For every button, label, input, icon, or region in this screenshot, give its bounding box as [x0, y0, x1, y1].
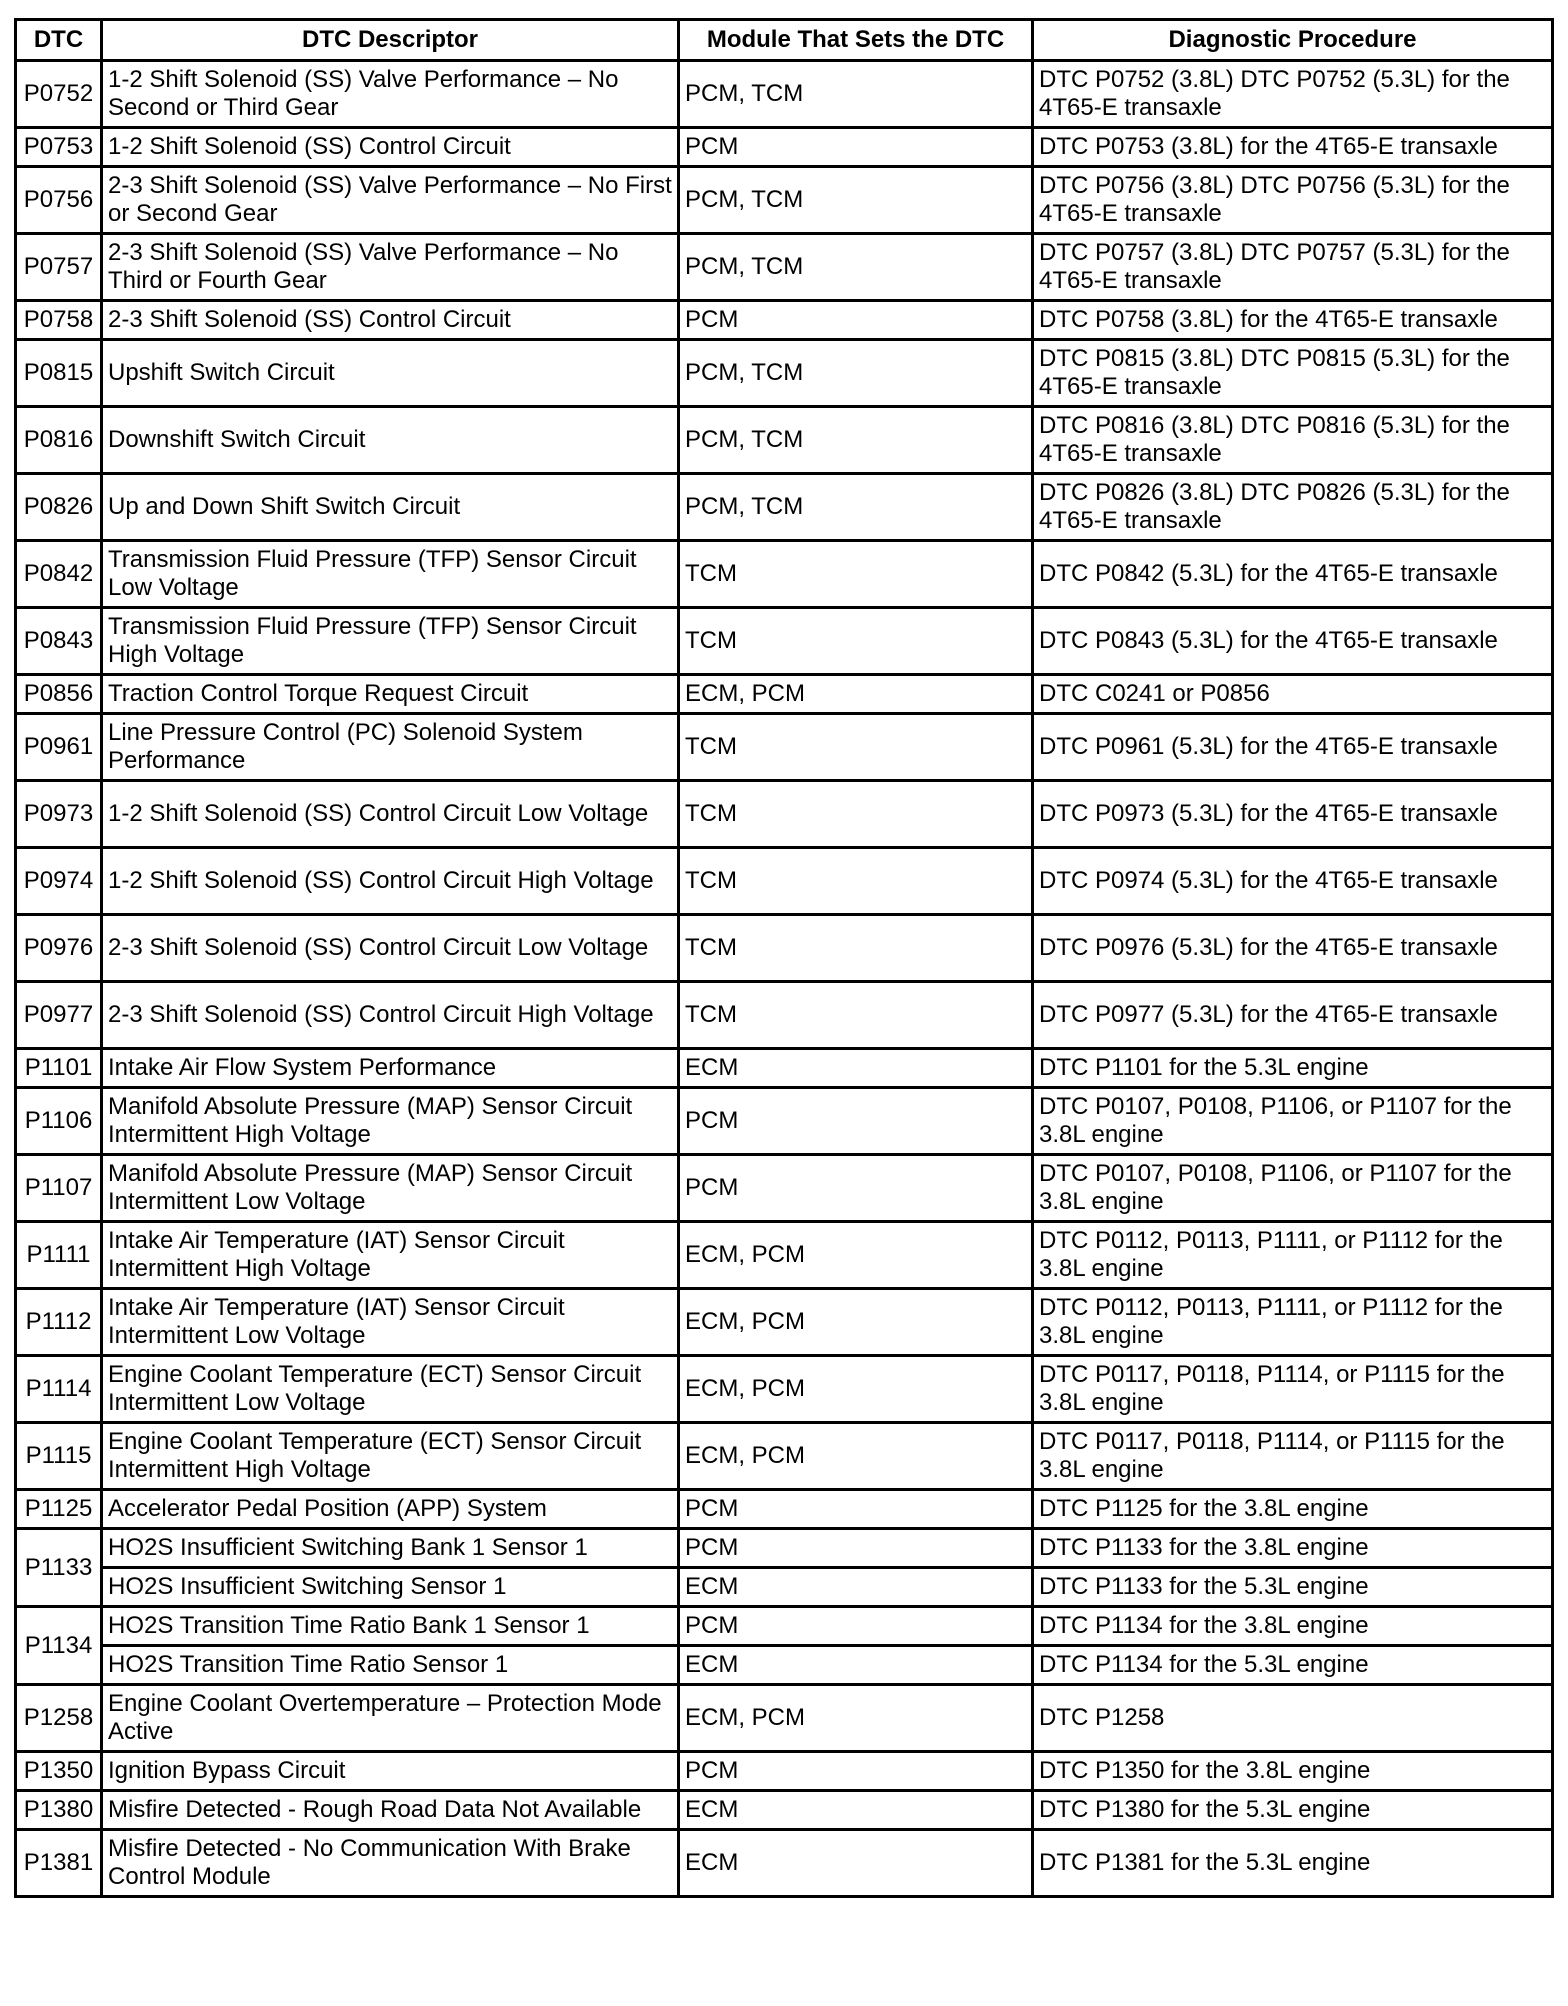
- dtc-descriptor: Misfire Detected - No Communication With Brake Control Module: [102, 1830, 679, 1897]
- dtc-module: ECM, PCM: [679, 1356, 1033, 1423]
- dtc-code: P1350: [16, 1752, 102, 1791]
- dtc-procedure: DTC P1101 for the 5.3L engine: [1033, 1049, 1553, 1088]
- dtc-procedure: DTC P0752 (3.8L) DTC P0752 (5.3L) for the 4T65-E transaxle: [1033, 61, 1553, 128]
- dtc-code: P0976: [16, 915, 102, 982]
- dtc-code: P1111: [16, 1222, 102, 1289]
- table-header: [16, 20, 1553, 61]
- dtc-descriptor: HO2S Insufficient Switching Bank 1 Sensor 1: [102, 1529, 679, 1568]
- dtc-module: TCM: [679, 848, 1033, 915]
- dtc-code: P0961: [16, 714, 102, 781]
- dtc-module: PCM: [679, 1088, 1033, 1155]
- dtc-module: PCM: [679, 128, 1033, 167]
- table-row: [16, 167, 1553, 234]
- dtc-module: PCM: [679, 301, 1033, 340]
- dtc-descriptor: 2-3 Shift Solenoid (SS) Control Circuit: [102, 301, 679, 340]
- dtc-procedure: DTC P0117, P0118, P1114, or P1115 for the 3.8L engine: [1033, 1423, 1553, 1490]
- dtc-procedure: DTC P0117, P0118, P1114, or P1115 for the 3.8L engine: [1033, 1356, 1553, 1423]
- dtc-code: P0816: [16, 407, 102, 474]
- dtc-descriptor: HO2S Transition Time Ratio Bank 1 Sensor 1: [102, 1607, 679, 1646]
- dtc-module: PCM, TCM: [679, 234, 1033, 301]
- dtc-descriptor: 2-3 Shift Solenoid (SS) Control Circuit High Voltage: [102, 982, 679, 1049]
- dtc-module: PCM: [679, 1155, 1033, 1222]
- table-row: [16, 848, 1553, 915]
- dtc-code: P1107: [16, 1155, 102, 1222]
- dtc-code: P1125: [16, 1490, 102, 1529]
- dtc-descriptor: Traction Control Torque Request Circuit: [102, 675, 679, 714]
- dtc-descriptor: HO2S Insufficient Switching Sensor 1: [102, 1568, 679, 1607]
- dtc-module: PCM, TCM: [679, 474, 1033, 541]
- dtc-module: PCM: [679, 1529, 1033, 1568]
- dtc-code: P0843: [16, 608, 102, 675]
- dtc-descriptor: Intake Air Temperature (IAT) Sensor Circuit Intermittent Low Voltage: [102, 1289, 679, 1356]
- dtc-descriptor: Transmission Fluid Pressure (TFP) Sensor Circuit High Voltage: [102, 608, 679, 675]
- table-row: [16, 608, 1553, 675]
- dtc-module: PCM, TCM: [679, 61, 1033, 128]
- dtc-code: P1115: [16, 1423, 102, 1490]
- dtc-module: PCM, TCM: [679, 340, 1033, 407]
- dtc-module: ECM, PCM: [679, 1289, 1033, 1356]
- dtc-code: P0856: [16, 675, 102, 714]
- dtc-code: P0752: [16, 61, 102, 128]
- dtc-table: [14, 18, 1554, 1898]
- dtc-module: TCM: [679, 541, 1033, 608]
- dtc-procedure: DTC P0107, P0108, P1106, or P1107 for the 3.8L engine: [1033, 1155, 1553, 1222]
- table-row: [16, 675, 1553, 714]
- dtc-procedure: DTC P0112, P0113, P1111, or P1112 for the 3.8L engine: [1033, 1222, 1553, 1289]
- table-row: [16, 1088, 1553, 1155]
- dtc-procedure: DTC P1133 for the 5.3L engine: [1033, 1568, 1553, 1607]
- dtc-code: P1114: [16, 1356, 102, 1423]
- dtc-descriptor: Manifold Absolute Pressure (MAP) Sensor Circuit Intermittent Low Voltage: [102, 1155, 679, 1222]
- dtc-procedure: DTC P0758 (3.8L) for the 4T65-E transaxle: [1033, 301, 1553, 340]
- dtc-procedure: DTC P0973 (5.3L) for the 4T65-E transaxle: [1033, 781, 1553, 848]
- dtc-descriptor: Intake Air Flow System Performance: [102, 1049, 679, 1088]
- dtc-procedure: DTC P0112, P0113, P1111, or P1112 for the 3.8L engine: [1033, 1289, 1553, 1356]
- dtc-descriptor: Engine Coolant Temperature (ECT) Sensor Circuit Intermittent High Voltage: [102, 1423, 679, 1490]
- dtc-code: P0826: [16, 474, 102, 541]
- table-row: [16, 714, 1553, 781]
- dtc-descriptor: 1-2 Shift Solenoid (SS) Valve Performance – No Second or Third Gear: [102, 61, 679, 128]
- table-row: [16, 1830, 1553, 1897]
- table-row: [16, 1356, 1553, 1423]
- dtc-procedure: DTC P0843 (5.3L) for the 4T65-E transaxle: [1033, 608, 1553, 675]
- dtc-descriptor: 2-3 Shift Solenoid (SS) Control Circuit Low Voltage: [102, 915, 679, 982]
- table-row: [16, 340, 1553, 407]
- table-row: [16, 982, 1553, 1049]
- dtc-descriptor: 1-2 Shift Solenoid (SS) Control Circuit High Voltage: [102, 848, 679, 915]
- dtc-descriptor: Manifold Absolute Pressure (MAP) Sensor Circuit Intermittent High Voltage: [102, 1088, 679, 1155]
- dtc-procedure: DTC P0977 (5.3L) for the 4T65-E transaxle: [1033, 982, 1553, 1049]
- table-row: [16, 1222, 1553, 1289]
- table-row: [16, 781, 1553, 848]
- table-row: [16, 1529, 1553, 1568]
- dtc-module: ECM: [679, 1646, 1033, 1685]
- dtc-module: TCM: [679, 714, 1033, 781]
- dtc-descriptor: 1-2 Shift Solenoid (SS) Control Circuit: [102, 128, 679, 167]
- dtc-module: PCM: [679, 1752, 1033, 1791]
- dtc-module: ECM, PCM: [679, 675, 1033, 714]
- dtc-descriptor: Transmission Fluid Pressure (TFP) Sensor Circuit Low Voltage: [102, 541, 679, 608]
- dtc-descriptor: Engine Coolant Temperature (ECT) Sensor Circuit Intermittent Low Voltage: [102, 1356, 679, 1423]
- header-module: Module That Sets the DTC: [679, 20, 1033, 61]
- dtc-code: P0815: [16, 340, 102, 407]
- header-diagnostic-procedure: Diagnostic Procedure: [1033, 20, 1553, 61]
- table-row: [16, 1685, 1553, 1752]
- table-row: [16, 61, 1553, 128]
- dtc-code: P0974: [16, 848, 102, 915]
- dtc-procedure: DTC P1133 for the 3.8L engine: [1033, 1529, 1553, 1568]
- dtc-code: P0973: [16, 781, 102, 848]
- dtc-procedure: DTC P0976 (5.3L) for the 4T65-E transaxle: [1033, 915, 1553, 982]
- dtc-module: TCM: [679, 915, 1033, 982]
- dtc-descriptor: Line Pressure Control (PC) Solenoid System Performance: [102, 714, 679, 781]
- table-row: [16, 915, 1553, 982]
- dtc-module: ECM: [679, 1830, 1033, 1897]
- dtc-code: P0756: [16, 167, 102, 234]
- dtc-descriptor: Misfire Detected - Rough Road Data Not Available: [102, 1791, 679, 1830]
- dtc-descriptor: HO2S Transition Time Ratio Sensor 1: [102, 1646, 679, 1685]
- dtc-code: P0842: [16, 541, 102, 608]
- header-dtc: DTC: [16, 20, 102, 61]
- dtc-procedure: DTC P1350 for the 3.8L engine: [1033, 1752, 1553, 1791]
- dtc-module: ECM, PCM: [679, 1423, 1033, 1490]
- dtc-code: P1134: [16, 1607, 102, 1685]
- dtc-descriptor: 2-3 Shift Solenoid (SS) Valve Performance – No Third or Fourth Gear: [102, 234, 679, 301]
- table-row: [16, 541, 1553, 608]
- table-row: [16, 1490, 1553, 1529]
- table-row: [16, 1155, 1553, 1222]
- dtc-module: ECM: [679, 1791, 1033, 1830]
- dtc-code: P1106: [16, 1088, 102, 1155]
- table-row: [16, 474, 1553, 541]
- dtc-module: TCM: [679, 982, 1033, 1049]
- dtc-procedure: DTC P0753 (3.8L) for the 4T65-E transaxle: [1033, 128, 1553, 167]
- dtc-code: P0977: [16, 982, 102, 1049]
- dtc-procedure: DTC P1381 for the 5.3L engine: [1033, 1830, 1553, 1897]
- dtc-descriptor: Engine Coolant Overtemperature – Protection Mode Active: [102, 1685, 679, 1752]
- dtc-code: P0758: [16, 301, 102, 340]
- table-row: [16, 1423, 1553, 1490]
- dtc-descriptor: Accelerator Pedal Position (APP) System: [102, 1490, 679, 1529]
- dtc-code: P1133: [16, 1529, 102, 1607]
- dtc-descriptor: Upshift Switch Circuit: [102, 340, 679, 407]
- table-row: [16, 128, 1553, 167]
- dtc-code: P0757: [16, 234, 102, 301]
- dtc-descriptor: 1-2 Shift Solenoid (SS) Control Circuit Low Voltage: [102, 781, 679, 848]
- dtc-module: ECM, PCM: [679, 1222, 1033, 1289]
- dtc-procedure: DTC P0842 (5.3L) for the 4T65-E transaxle: [1033, 541, 1553, 608]
- dtc-module: PCM, TCM: [679, 407, 1033, 474]
- table-row: [16, 1752, 1553, 1791]
- dtc-procedure: DTC P1258: [1033, 1685, 1553, 1752]
- dtc-procedure: DTC P0961 (5.3L) for the 4T65-E transaxle: [1033, 714, 1553, 781]
- dtc-procedure: DTC P1134 for the 5.3L engine: [1033, 1646, 1553, 1685]
- dtc-procedure: DTC P0816 (3.8L) DTC P0816 (5.3L) for the 4T65-E transaxle: [1033, 407, 1553, 474]
- dtc-code: P1112: [16, 1289, 102, 1356]
- dtc-module: ECM: [679, 1049, 1033, 1088]
- dtc-procedure: DTC P1134 for the 3.8L engine: [1033, 1607, 1553, 1646]
- dtc-procedure: DTC C0241 or P0856: [1033, 675, 1553, 714]
- dtc-procedure: DTC P0974 (5.3L) for the 4T65-E transaxle: [1033, 848, 1553, 915]
- table-row: [16, 1791, 1553, 1830]
- table-row: [16, 407, 1553, 474]
- dtc-module: ECM: [679, 1568, 1033, 1607]
- dtc-procedure: DTC P0757 (3.8L) DTC P0757 (5.3L) for the 4T65-E transaxle: [1033, 234, 1553, 301]
- dtc-code: P1101: [16, 1049, 102, 1088]
- table-row: [16, 234, 1553, 301]
- dtc-procedure: DTC P1380 for the 5.3L engine: [1033, 1791, 1553, 1830]
- dtc-descriptor: Ignition Bypass Circuit: [102, 1752, 679, 1791]
- dtc-code: P1258: [16, 1685, 102, 1752]
- table-row: [16, 1568, 1553, 1607]
- table-row: [16, 1049, 1553, 1088]
- dtc-code: P1381: [16, 1830, 102, 1897]
- dtc-module: PCM, TCM: [679, 167, 1033, 234]
- dtc-descriptor: Intake Air Temperature (IAT) Sensor Circuit Intermittent High Voltage: [102, 1222, 679, 1289]
- dtc-procedure: DTC P0815 (3.8L) DTC P0815 (5.3L) for the 4T65-E transaxle: [1033, 340, 1553, 407]
- dtc-module: ECM, PCM: [679, 1685, 1033, 1752]
- dtc-module: TCM: [679, 608, 1033, 675]
- dtc-module: PCM: [679, 1490, 1033, 1529]
- table-row: [16, 1289, 1553, 1356]
- header-row: [16, 20, 1553, 61]
- table-row: [16, 1607, 1553, 1646]
- dtc-procedure: DTC P1125 for the 3.8L engine: [1033, 1490, 1553, 1529]
- dtc-procedure: DTC P0107, P0108, P1106, or P1107 for the 3.8L engine: [1033, 1088, 1553, 1155]
- dtc-descriptor: 2-3 Shift Solenoid (SS) Valve Performance – No First or Second Gear: [102, 167, 679, 234]
- dtc-module: PCM: [679, 1607, 1033, 1646]
- dtc-module: TCM: [679, 781, 1033, 848]
- dtc-procedure: DTC P0756 (3.8L) DTC P0756 (5.3L) for the 4T65-E transaxle: [1033, 167, 1553, 234]
- dtc-code: P1380: [16, 1791, 102, 1830]
- header-dtc-descriptor: DTC Descriptor: [102, 20, 679, 61]
- dtc-descriptor: Downshift Switch Circuit: [102, 407, 679, 474]
- dtc-code: P0753: [16, 128, 102, 167]
- dtc-descriptor: Up and Down Shift Switch Circuit: [102, 474, 679, 541]
- table-body: [16, 61, 1553, 1897]
- table-row: [16, 301, 1553, 340]
- dtc-procedure: DTC P0826 (3.8L) DTC P0826 (5.3L) for the 4T65-E transaxle: [1033, 474, 1553, 541]
- table-row: [16, 1646, 1553, 1685]
